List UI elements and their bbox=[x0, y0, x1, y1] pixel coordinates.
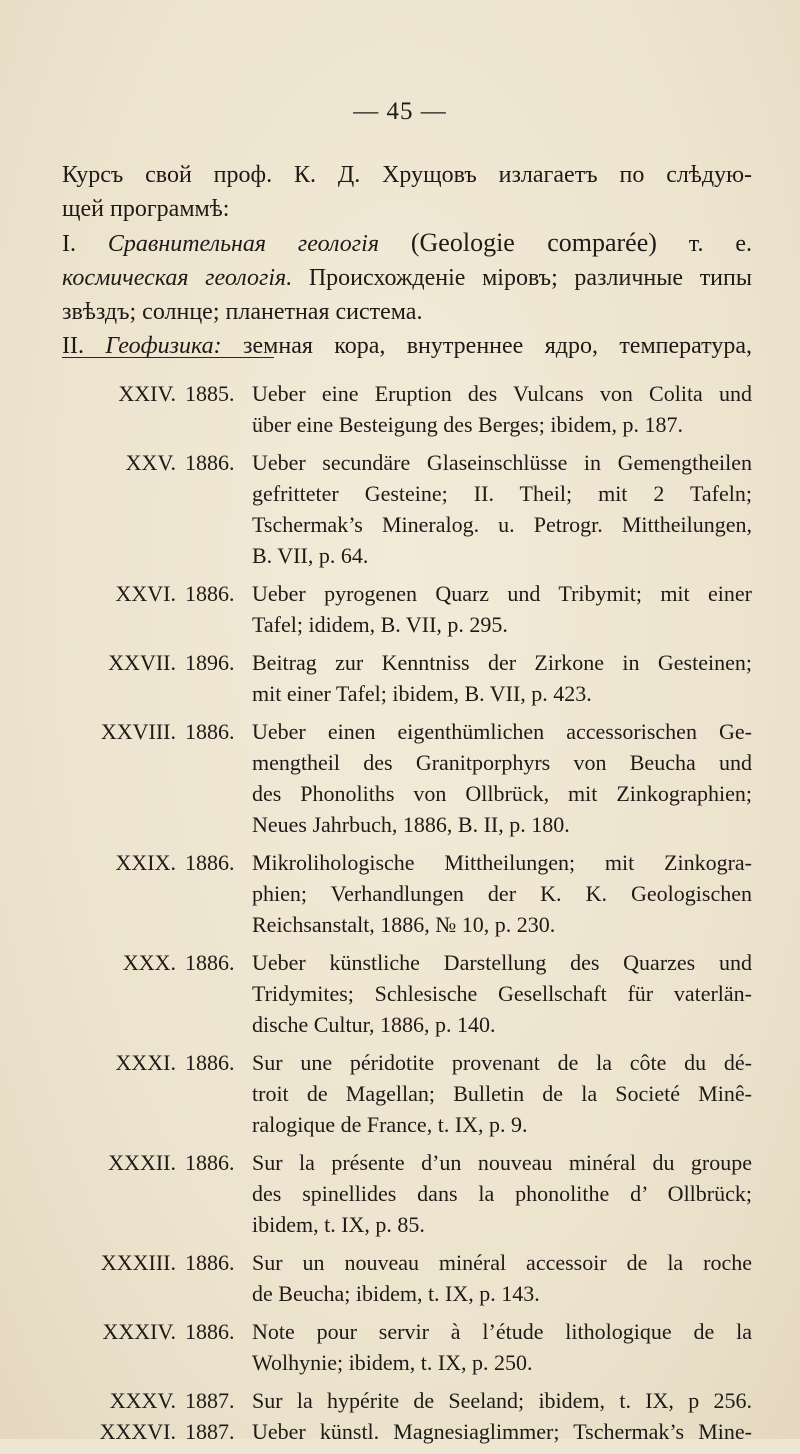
entry-line: Reichsanstalt, 1886, № 10, p. 230. bbox=[252, 912, 556, 937]
entry-line: Note pour servir à l’étude lithologique de la bbox=[252, 1319, 752, 1344]
entry-line: gefritteter Gesteine; II. Theil; mit 2 Tafeln; bbox=[252, 481, 752, 506]
entry-year: 1886. bbox=[185, 450, 235, 475]
entry-line: Tafel; ididem, B. VII, p. 295. bbox=[252, 612, 508, 637]
entry-line: Tridymites; Schlesische Gesellschaft für vaterlän- bbox=[252, 981, 752, 1006]
entry-line: troit de Magellan; Bulletin de la Societé Minê- bbox=[252, 1081, 752, 1106]
entry-year: 1886. bbox=[185, 1319, 235, 1344]
item-2-rest: земная кора, внутреннее ядро, температура, bbox=[221, 333, 752, 359]
entry-number: XXXVI. bbox=[99, 1419, 176, 1444]
entry-year: 1886. bbox=[185, 950, 235, 975]
item-1-rest-2: Происхожденіе міровъ; различные типы bbox=[292, 265, 752, 291]
bibliography-entry bbox=[0, 578, 800, 640]
entry-line: Sur la hypérite de Seeland; ibidem, t. IX, p 256. bbox=[252, 1388, 752, 1413]
entry-year: 1887. bbox=[185, 1388, 235, 1413]
entry-line: B. VII, p. 64. bbox=[252, 543, 369, 568]
entry-number: XXXIII. bbox=[100, 1250, 176, 1275]
entry-year: 1886. bbox=[185, 850, 235, 875]
entry-text bbox=[252, 847, 752, 940]
entry-line: Tschermak’s Mineralog. u. Petrogr. Mittheilungen, bbox=[252, 512, 752, 537]
entry-year: 1886. bbox=[185, 581, 235, 606]
bibliography-entry bbox=[0, 1147, 800, 1240]
entry-number: XXIV. bbox=[118, 381, 176, 406]
entry-text bbox=[252, 578, 752, 640]
entry-year: 1886. bbox=[185, 1050, 235, 1075]
item-2-title: Геофизика: bbox=[105, 333, 222, 359]
entry-year: 1885. bbox=[185, 381, 235, 406]
entry-text bbox=[252, 1385, 752, 1416]
footnote-divider bbox=[62, 357, 274, 358]
entry-line: Ueber künstliche Darstellung des Quarzes und bbox=[252, 950, 752, 975]
entry-number: XXXI. bbox=[115, 1050, 176, 1075]
program-item-1-line-3: звѣздъ; солнце; планетная система. bbox=[62, 299, 423, 325]
entry-line: Ueber pyrogenen Quarz und Tribymit; mit einer bbox=[252, 581, 752, 606]
entry-line: phien; Verhandlungen der K. K. Geologischen bbox=[252, 881, 752, 906]
entry-line: über eine Besteigung des Berges; ibidem, p. 187. bbox=[252, 412, 683, 437]
entry-text bbox=[252, 1147, 752, 1240]
entry-line: Beitrag zur Kenntniss der Zirkone in Gesteinen; bbox=[252, 650, 752, 675]
entry-number: XXVIII. bbox=[100, 719, 176, 744]
entry-line: Neues Jahrbuch, 1886, B. II, p. 180. bbox=[252, 812, 570, 837]
entry-line: de Beucha; ibidem, t. IX, p. 143. bbox=[252, 1281, 540, 1306]
entry-number: XXVII. bbox=[108, 650, 176, 675]
entry-number: XXXV. bbox=[109, 1388, 176, 1413]
entry-text bbox=[252, 1316, 752, 1378]
intro-line-2: щей программѣ: bbox=[62, 196, 230, 222]
bibliography-entry bbox=[0, 716, 800, 840]
bibliography-entry bbox=[0, 847, 800, 940]
entry-line: des spinellides dans la phonolithe d’ Ollbrück; bbox=[252, 1181, 752, 1206]
item-1-paren: (Geologie comparée) bbox=[410, 228, 657, 257]
program-item-1-cont bbox=[62, 261, 752, 295]
entry-line: Sur un nouveau minéral accessoir de la roche bbox=[252, 1250, 752, 1275]
page-number: — 45 — bbox=[353, 98, 447, 125]
bibliography-entry bbox=[0, 1385, 800, 1416]
item-1-italic-2: космическая геологія. bbox=[62, 265, 293, 291]
entry-text bbox=[252, 647, 752, 709]
entry-line: dische Cultur, 1886, p. 140. bbox=[252, 1012, 496, 1037]
entry-text bbox=[252, 716, 752, 840]
entry-number: XXXIV. bbox=[102, 1319, 176, 1344]
item-1-title: Сравнительная геологія bbox=[107, 231, 379, 257]
bibliography-entry bbox=[0, 947, 800, 1040]
entry-text bbox=[252, 1416, 752, 1447]
entry-line: Wolhynie; ibidem, t. IX, p. 250. bbox=[252, 1350, 533, 1375]
entry-text bbox=[252, 378, 752, 440]
entry-number: XXXII. bbox=[108, 1150, 176, 1175]
intro-line-1: Курсъ свой проф. К. Д. Хрущовъ излагаетъ по слѣдую- bbox=[62, 162, 752, 188]
bibliography-entry bbox=[0, 378, 800, 440]
entry-year: 1896. bbox=[185, 650, 235, 675]
bibliography-entry bbox=[0, 1247, 800, 1309]
entry-year: 1887. bbox=[185, 1419, 235, 1444]
bibliography-entry bbox=[0, 1047, 800, 1140]
entry-line: ibidem, t. IX, p. 85. bbox=[252, 1212, 425, 1237]
entry-line: mit einer Tafel; ibidem, B. VII, p. 423. bbox=[252, 681, 592, 706]
entry-line: mengtheil des Granitporphyrs von Beucha und bbox=[252, 750, 752, 775]
bibliography-entry bbox=[0, 647, 800, 709]
item-2-label: II. bbox=[62, 333, 84, 359]
entry-line: Ueber künstl. Magnesiaglimmer; Tschermak’s Mine- bbox=[252, 1419, 752, 1444]
entry-year: 1886. bbox=[185, 719, 235, 744]
program-item-1 bbox=[62, 226, 752, 261]
entry-number: XXV. bbox=[125, 450, 176, 475]
entry-number: XXIX. bbox=[115, 850, 176, 875]
entry-text bbox=[252, 947, 752, 1040]
entry-year: 1886. bbox=[185, 1150, 235, 1175]
entry-line: Mikrolihologische Mittheilungen; mit Zinkogra- bbox=[252, 850, 752, 875]
bibliography-entry bbox=[0, 1316, 800, 1378]
course-program-paragraph bbox=[62, 158, 752, 363]
entry-line: Ueber eine Eruption des Vulcans von Colita und bbox=[252, 381, 752, 406]
item-1-rest-1: т. е. bbox=[656, 231, 753, 257]
item-1-label: I. bbox=[62, 231, 76, 257]
entry-line: Ueber einen eigenthümlichen accessorischen Ge- bbox=[252, 719, 752, 744]
entry-text bbox=[252, 1247, 752, 1309]
entry-line: ralogique de France, t. IX, p. 9. bbox=[252, 1112, 528, 1137]
bibliography-entry bbox=[0, 1416, 800, 1447]
entry-line: Sur la présente d’un nouveau minéral du groupe bbox=[252, 1150, 752, 1175]
entry-text bbox=[252, 1047, 752, 1140]
entry-line: Sur une péridotite provenant de la côte du dé- bbox=[252, 1050, 752, 1075]
entry-number: XXVI. bbox=[115, 581, 176, 606]
bibliography-entry bbox=[0, 447, 800, 571]
entry-number: XXX. bbox=[122, 950, 176, 975]
entry-line: des Phonoliths von Ollbrück, mit Zinkographien; bbox=[252, 781, 752, 806]
bibliography-list bbox=[0, 378, 800, 1454]
entry-year: 1886. bbox=[185, 1250, 235, 1275]
entry-line: Ueber secundäre Glaseinschlüsse in Gemengtheilen bbox=[252, 450, 752, 475]
entry-text bbox=[252, 447, 752, 571]
